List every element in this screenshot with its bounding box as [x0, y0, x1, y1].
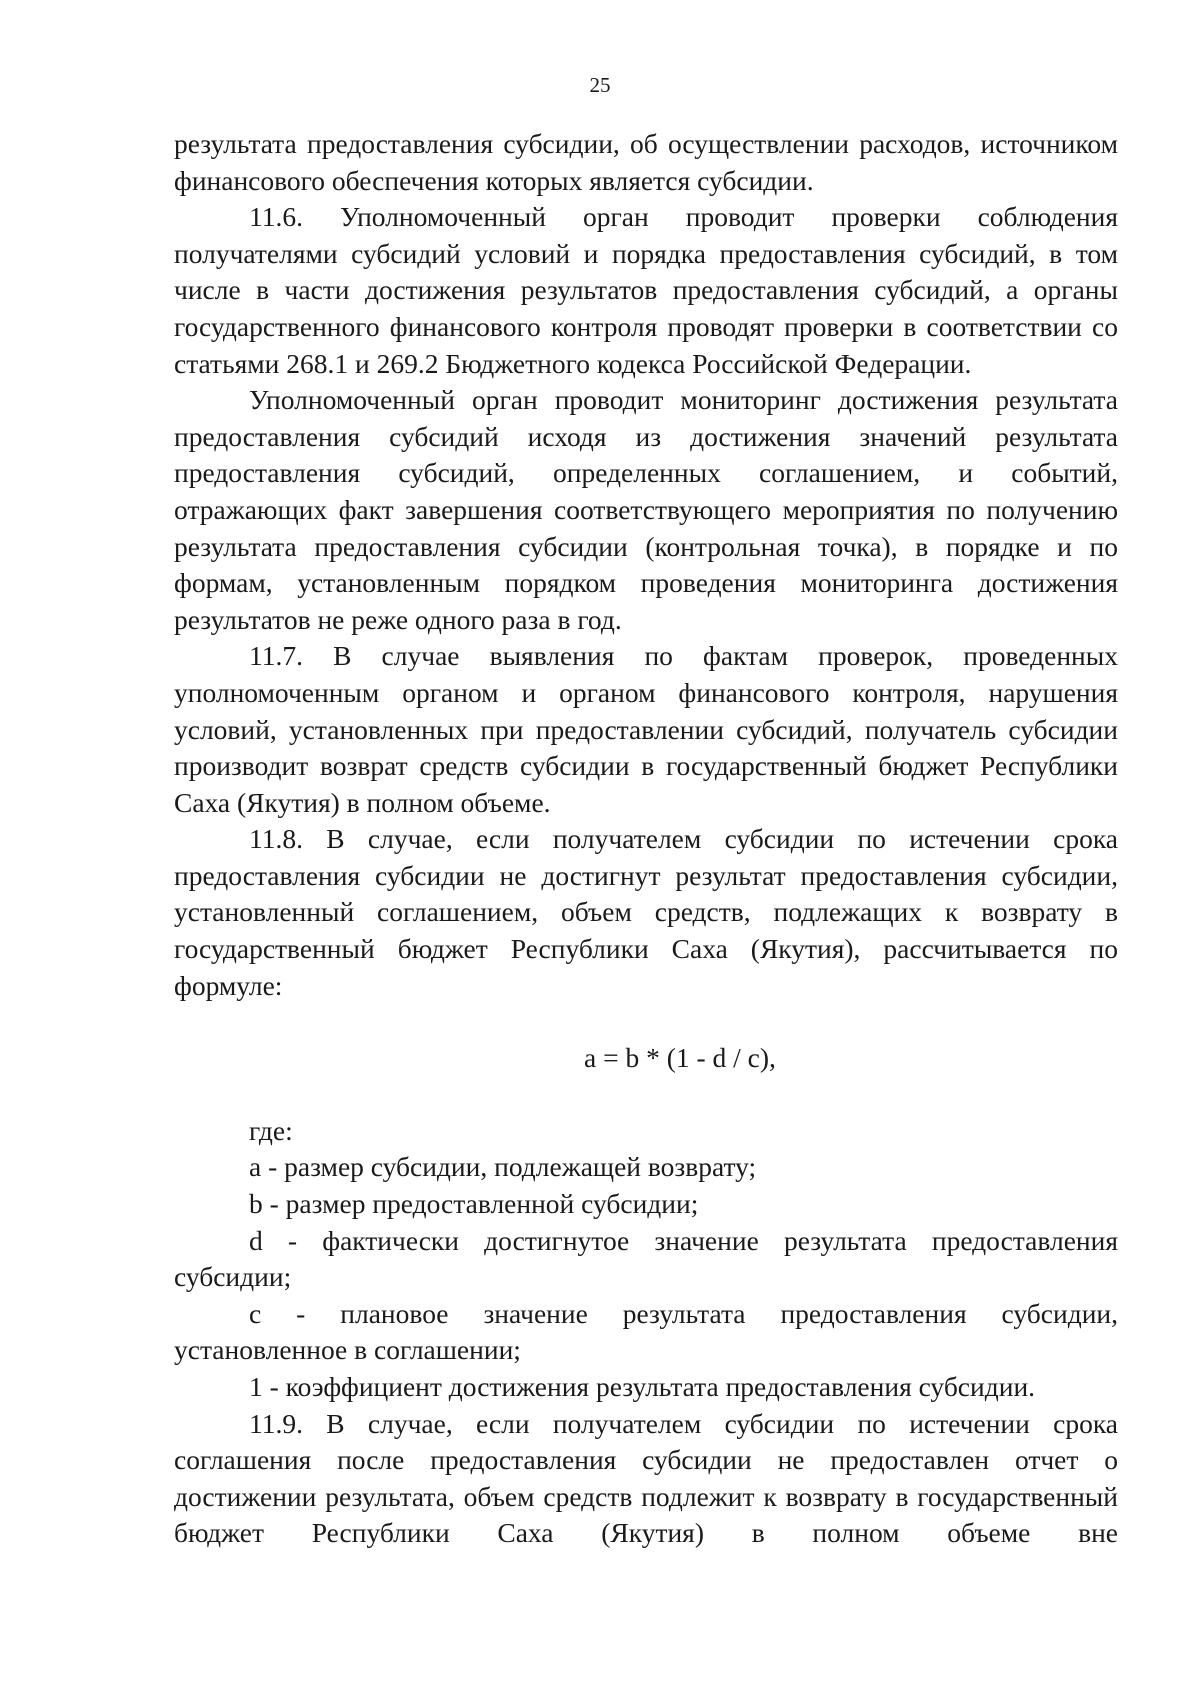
paragraph-monitoring: Уполномоченный орган проводит мониторинг достижения результата предоставления субсидий исходя из достижения значений результата предоставления субсидий, определенных соглашением, и событий, отражающих факт завершения соответствующего мероприятия по получению результата предоставления субсидии (контрольная точка), в порядке и по формам, установленным порядком проведения мониторинга достижения результатов не реже одного раза в год.: [174, 384, 1118, 635]
definition-coefficient: 1 - коэффициент достижения результата предоставления субсидии.: [249, 1371, 1036, 1402]
paragraph-11-8: 11.8. В случае, если получателем субсидии по истечении срока предоставления субсидии не достигнут результат предоставления субсидии, установленный соглашением, объем средств, подлежащих к возврату в государственный бюджет Республики Саха (Якутия), рассчитывается по формуле:: [174, 823, 1118, 1001]
paragraph-11-7: 11.7. В случае выявления по фактам проверок, проведенных уполномоченным органом и органом финансового контроля, нарушения условий, установленных при предоставлении субсидий, получатель субсидии производит возврат средств субсидии в государственный бюджет Республики Саха (Якутия) в полном объеме.: [174, 640, 1118, 818]
paragraph-continuation: результата предоставления субсидии, об осуществлении расходов, источником финансового обеспечения которых является субсидии.: [174, 128, 1118, 196]
definition-c: c - плановое значение результата предоставления субсидии, установленное в соглашении;: [174, 1297, 1118, 1366]
definition-d: d - фактически достигнутое значение результата предоставления субсидии;: [174, 1224, 1118, 1293]
definition-a: a - размер субсидии, подлежащей возврату;: [249, 1151, 757, 1183]
formula: a = b * (1 - d / c),: [584, 1042, 776, 1074]
where-label: где:: [249, 1114, 293, 1146]
definition-b: b - размер предоставленной субсидии;: [249, 1188, 699, 1220]
paragraph-11-6: 11.6. Уполномоченный орган проводит проверки соблюдения получателями субсидий условий и порядка предоставления субсидий, в том числе в части достижения результатов предоставления субсидий, а органы государственного финансового контроля проводят проверки в соответствии со статьями 268.1 и 269.2 Бюджетного кодекса Российской Федерации.: [174, 201, 1118, 379]
paragraph-11-9: 11.9. В случае, если получателем субсидии по истечении срока соглашения после предоставления субсидии не предоставлен отчет о достижении результата, объем средств подлежит к возврату в государственный бюджет Республики Саха (Якутия) в полном объеме вне: [174, 1407, 1118, 1549]
page-number: 25: [589, 73, 611, 97]
document-body: [174, 126, 1118, 1552]
